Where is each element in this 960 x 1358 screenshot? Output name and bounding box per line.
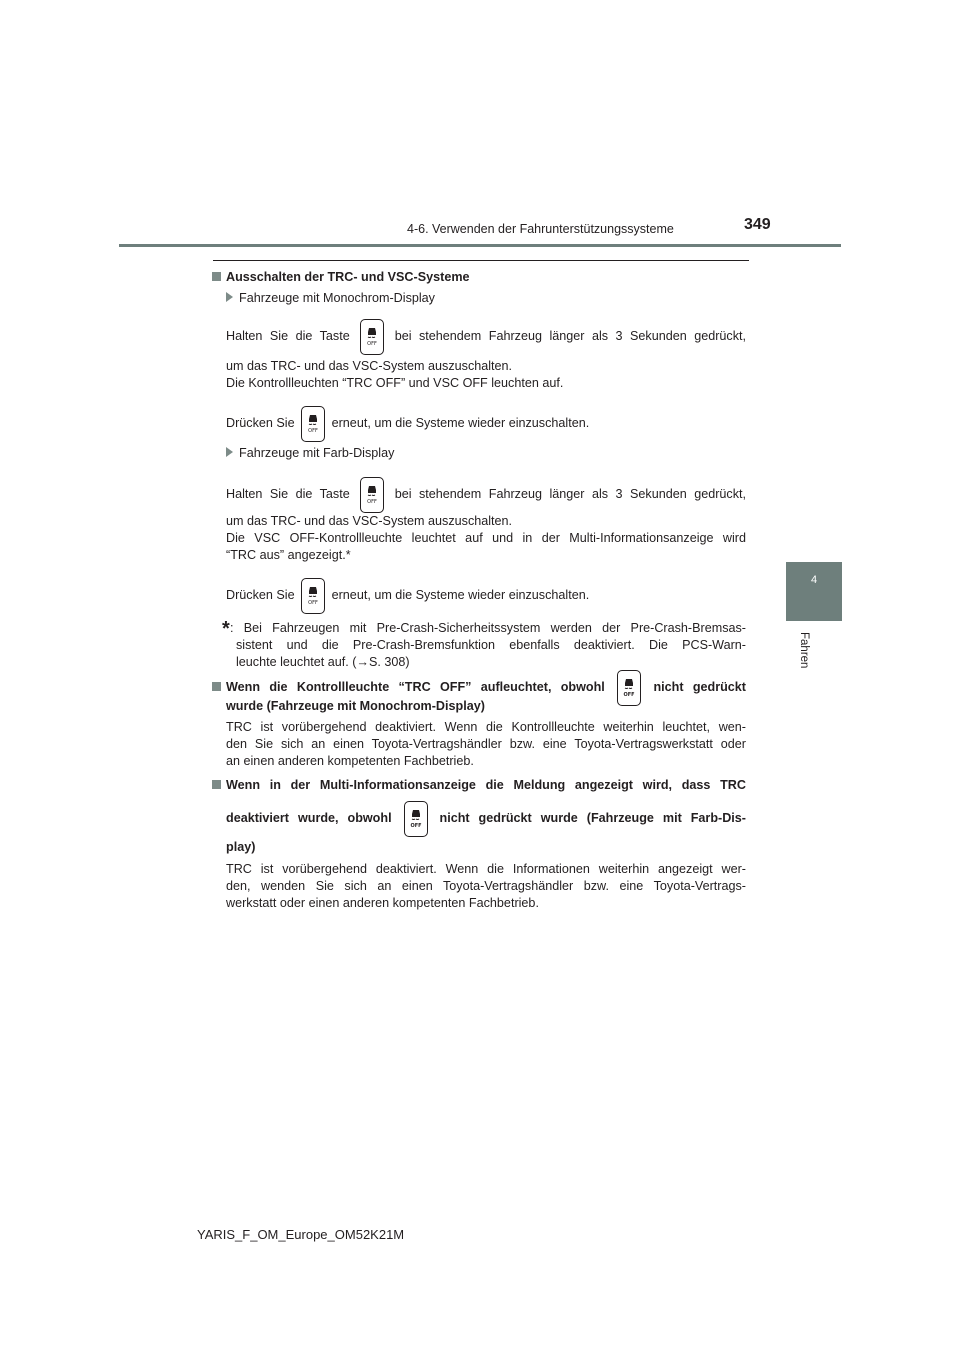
svg-text:OFF: OFF xyxy=(367,340,378,347)
header-rule xyxy=(119,244,841,247)
text-span: erneut, um die Systeme wieder einzuschalten. xyxy=(331,588,590,602)
heading-line: play) xyxy=(226,840,256,854)
svg-text:OFF: OFF xyxy=(410,822,422,829)
footnote-marker: * xyxy=(222,618,230,640)
svg-text:OFF: OFF xyxy=(308,599,318,606)
vsc-off-button-icon xyxy=(360,319,384,355)
heading-text: deaktiviert wurde, obwohl xyxy=(226,811,392,825)
paragraph-line xyxy=(226,476,746,512)
paragraph-line xyxy=(226,318,746,354)
heading-text: nicht gedrückt xyxy=(653,680,747,694)
heading-line xyxy=(226,800,746,836)
paragraph-line: werkstatt oder einen anderen kompetenten Fachbetrieb. xyxy=(226,896,539,910)
square-bullet-icon xyxy=(212,272,221,281)
heading-line: wurde (Fahrzeuge mit Monochrom-Display) xyxy=(226,699,485,713)
content-top-rule xyxy=(213,260,749,261)
footnote-line: sistent und die Pre-Crash-Bremsfunktion ebenfalls deaktiviert. Die PCS-Warn- xyxy=(236,638,746,652)
footnote-line: : Bei Fahrzeugen mit Pre-Crash-Sicherheitssystem werden der Pre-Crash-Bremsas- xyxy=(230,621,746,635)
vsc-off-button-icon xyxy=(301,406,325,442)
chapter-tab[interactable] xyxy=(786,562,842,621)
text-span: erneut, um die Systeme wieder einzuschalten. xyxy=(331,416,590,430)
paragraph-line: um das TRC- und das VSC-System auszuschalten. xyxy=(226,514,513,528)
paragraph-line xyxy=(226,577,589,613)
paragraph-line: den Sie sich an einen Toyota-Vertragshändler bzw. eine Toyota-Vertragswerkstatt oder xyxy=(226,737,746,751)
chapter-label: Fahren xyxy=(798,632,810,669)
paragraph-line xyxy=(226,405,589,441)
text-span: bei stehendem Fahrzeug länger als 3 Sekunden gedrückt, xyxy=(394,487,747,501)
paragraph-line: TRC ist vorübergehend deaktiviert. Wenn die Informationen weiterhin angezeigt wer- xyxy=(226,862,746,876)
text-span: Drücken Sie xyxy=(226,588,295,602)
text-span: bei stehendem Fahrzeug länger als 3 Sekunden gedrückt, xyxy=(394,329,747,343)
subheading-farb xyxy=(226,445,394,462)
svg-text:OFF: OFF xyxy=(308,427,318,434)
heading-text: nicht gedrückt wurde (Fahrzeuge mit Farb-Dis- xyxy=(439,811,747,825)
vsc-off-button-icon xyxy=(301,578,325,614)
document-code: YARIS_F_OM_Europe_OM52K21M xyxy=(197,1227,405,1242)
svg-text:OFF: OFF xyxy=(623,691,635,698)
paragraph-line: “TRC aus” angezeigt.* xyxy=(226,548,351,562)
triangle-bullet-icon xyxy=(226,292,233,302)
text-span: Halten Sie die Taste xyxy=(226,487,350,501)
subheading-text: Fahrzeuge mit Farb-Display xyxy=(239,446,395,460)
paragraph-line: um das TRC- und das VSC-System auszuschalten. xyxy=(226,359,513,373)
heading-text: Ausschalten der TRC- und VSC-Systeme xyxy=(226,270,470,284)
heading-multi-info xyxy=(212,777,746,794)
svg-text:OFF: OFF xyxy=(367,498,378,505)
vsc-off-button-icon xyxy=(404,801,428,837)
text-span: Halten Sie die Taste xyxy=(226,329,350,343)
subheading-text: Fahrzeuge mit Monochrom-Display xyxy=(239,291,435,305)
subheading-monochrom xyxy=(226,290,435,307)
section-title: 4-6. Verwenden der Fahrunterstützungssysteme xyxy=(407,222,674,236)
triangle-bullet-icon xyxy=(226,447,233,457)
page-number: 349 xyxy=(744,216,771,233)
paragraph-line: den, wenden Sie sich an einen Toyota-Vertragshändler bzw. eine Toyota-Vertrags- xyxy=(226,879,746,893)
text-span: Drücken Sie xyxy=(226,416,295,430)
heading-text: Wenn die Kontrollleuchte “TRC OFF” aufleuchtet, obwohl xyxy=(226,680,605,694)
heading-trc-vsc-off xyxy=(212,269,470,286)
paragraph-line: TRC ist vorübergehend deaktiviert. Wenn die Kontrollleuchte weiterhin leuchtet, wen- xyxy=(226,720,746,734)
square-bullet-icon xyxy=(212,780,221,789)
vsc-off-button-icon xyxy=(360,477,384,513)
paragraph-line: Die VSC OFF-Kontrollleuchte leuchtet auf und in der Multi-Informationsanzeige wird xyxy=(226,531,746,545)
heading-text: Wenn in der Multi-Informationsanzeige die Meldung angezeigt wird, dass TRC xyxy=(226,778,746,792)
vsc-off-button-icon xyxy=(617,670,641,706)
chapter-number: 4 xyxy=(810,574,818,586)
square-bullet-icon xyxy=(212,682,221,691)
paragraph-line: Die Kontrollleuchten “TRC OFF” und VSC OFF leuchten auf. xyxy=(226,376,564,390)
footnote-line: leuchte leuchtet auf. (→S. 308) xyxy=(236,655,410,669)
paragraph-line: an einen anderen kompetenten Fachbetrieb. xyxy=(226,754,474,768)
